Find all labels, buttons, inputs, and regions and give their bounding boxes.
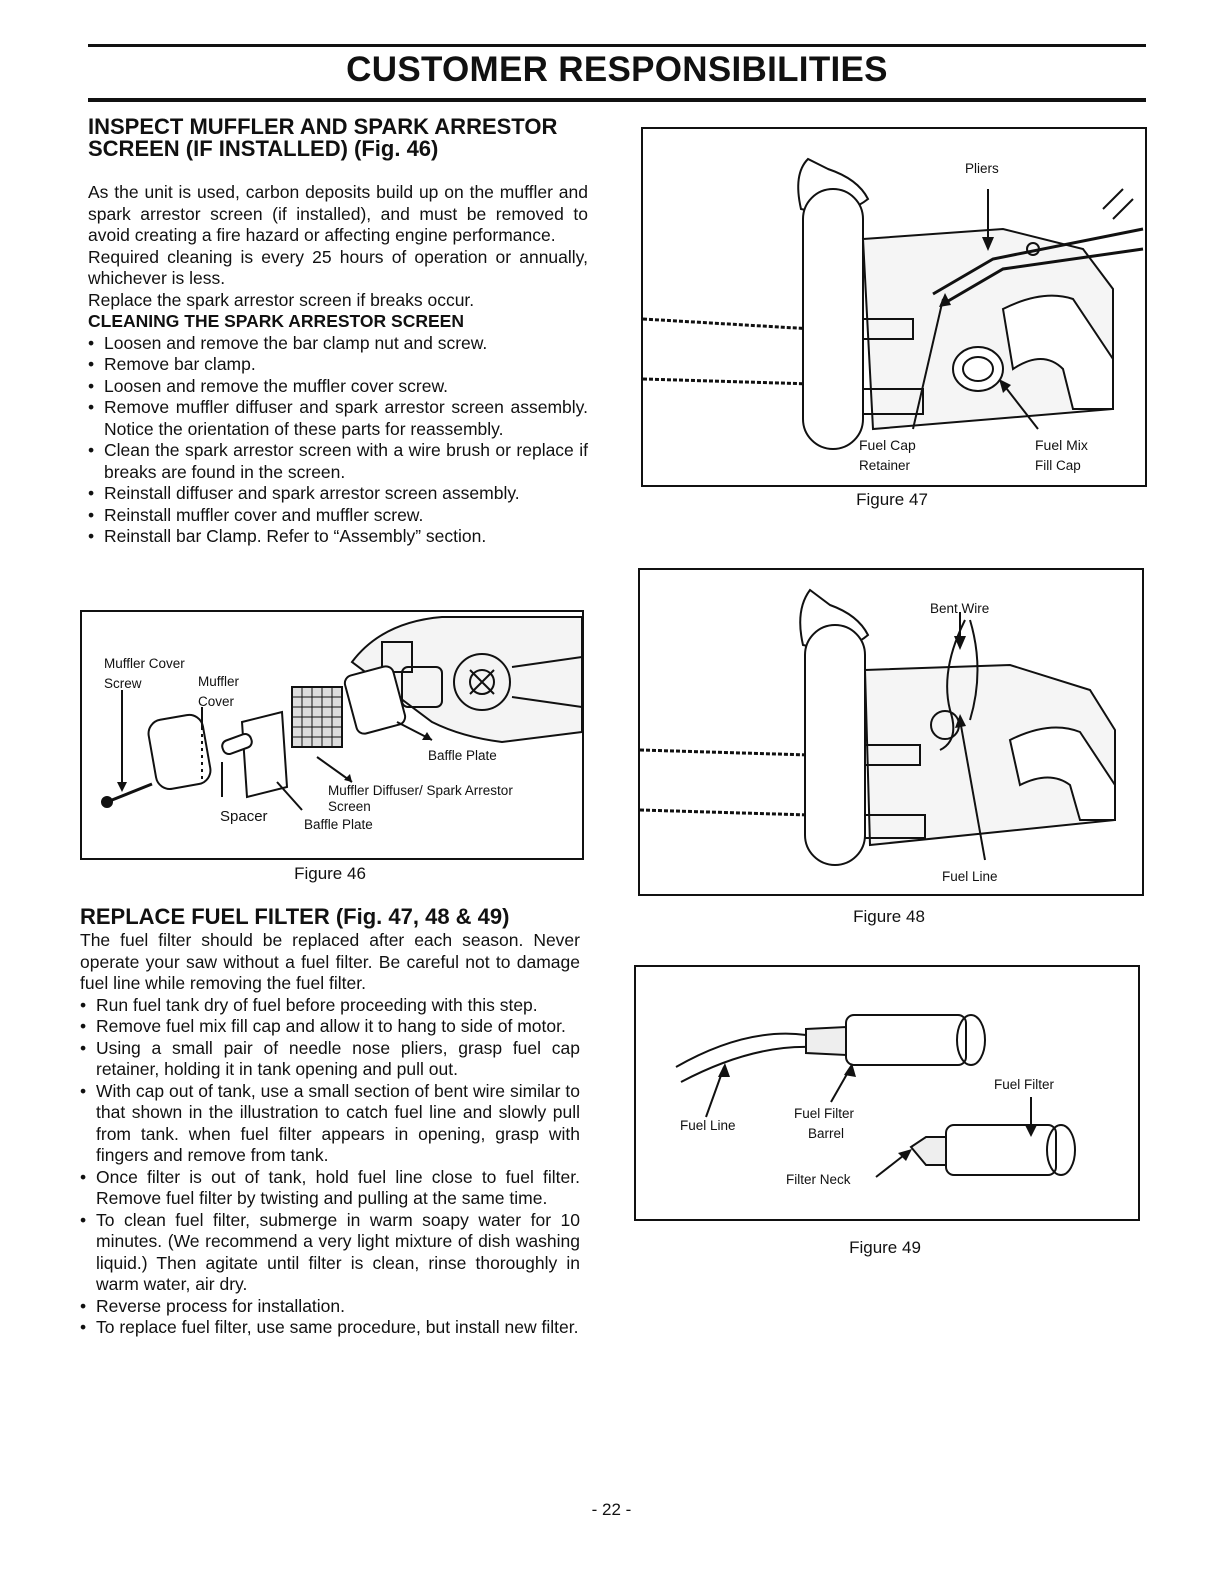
figure-47 xyxy=(641,127,1147,487)
label-barrel-1: Fuel Filter xyxy=(794,1106,855,1121)
label-fuel-mix-1: Fuel Mix xyxy=(1035,437,1088,453)
fuel-steps xyxy=(80,995,580,1339)
label-bent-wire: Bent Wire xyxy=(930,601,990,616)
label-muffler-cover-screw-1: Muffler Cover xyxy=(104,656,185,671)
fuel-section xyxy=(80,906,580,1339)
muffler-section xyxy=(88,116,588,548)
label-fuel-cap-1: Fuel Cap xyxy=(859,437,916,453)
figure-48 xyxy=(638,568,1144,896)
list-item: • Reinstall diffuser and spark arrestor screen assembly. xyxy=(88,483,588,505)
page-number: - 22 - xyxy=(591,1500,632,1519)
cleaning-steps xyxy=(88,333,588,548)
figure-49-caption: Figure 49 xyxy=(849,1238,921,1257)
list-item: • Using a small pair of needle nose pliers, grasp fuel cap retainer, holding it in tank opening and pull out. xyxy=(80,1038,580,1081)
label-fuel-mix-2: Fill Cap xyxy=(1035,458,1081,473)
title-underline xyxy=(88,98,1146,102)
label-filter-neck: Filter Neck xyxy=(786,1172,851,1187)
figure-49 xyxy=(634,965,1140,1221)
label-fuel-line: Fuel Line xyxy=(680,1118,736,1133)
muffler-para2: Required cleaning is every 25 hours of operation or annually, whichever is less. xyxy=(88,246,588,288)
list-item: • Loosen and remove the muffler cover screw. xyxy=(88,376,588,398)
list-item: • Remove muffler diffuser and spark arrestor screen assembly. Notice the orientation of these parts for reassembly. xyxy=(88,397,588,440)
top-rule xyxy=(88,44,1146,47)
page-title: CUSTOMER RESPONSIBILITIES xyxy=(346,50,888,89)
figure-47-caption: Figure 47 xyxy=(856,490,928,509)
label-muffler-cover-1: Muffler xyxy=(198,674,240,689)
label-baffle-plate-bottom: Baffle Plate xyxy=(304,817,373,832)
list-item: • Reverse process for installation. xyxy=(80,1296,580,1318)
label-fuel-cap-2: Retainer xyxy=(859,458,911,473)
list-item: • Clean the spark arrestor screen with a wire brush or replace if breaks are found in the screen. xyxy=(88,440,588,483)
list-item: • Once filter is out of tank, hold fuel line close to fuel filter. Remove fuel filter by twisting and pulling at the same time. xyxy=(80,1167,580,1210)
figure-46 xyxy=(80,610,584,860)
list-item: • Run fuel tank dry of fuel before proceeding with this step. xyxy=(80,995,580,1017)
muffler-heading-line2: SCREEN (IF INSTALLED) (Fig. 46) xyxy=(88,136,439,161)
label-baffle-plate-top: Baffle Plate xyxy=(428,748,497,763)
list-item: • To replace fuel filter, use same procedure, but install new filter. xyxy=(80,1317,580,1339)
list-item: • With cap out of tank, use a small section of bent wire similar to that shown in the illustration to catch fuel line and slowly pull from tank. when fuel filter appears in opening, grasp with fingers and remove from tank. xyxy=(80,1081,580,1167)
figure-48-illustration xyxy=(640,570,1142,894)
fuel-heading: REPLACE FUEL FILTER (Fig. 47, 48 & 49) xyxy=(80,904,510,929)
label-spacer: Spacer xyxy=(220,808,268,825)
figure-49-illustration xyxy=(636,967,1138,1219)
list-item: • Reinstall bar Clamp. Refer to “Assembly” section. xyxy=(88,526,588,548)
label-barrel-2: Barrel xyxy=(808,1126,845,1141)
figure-46-caption: Figure 46 xyxy=(294,864,366,883)
list-item: • To clean fuel filter, submerge in warm soapy water for 10 minutes. (We recommend a very light mixture of dish washing liquid.) Then agitate until filter is clean, rinse thoroughly in warm water, air dry. xyxy=(80,1210,580,1296)
label-diffuser-1: Muffler Diffuser/ Spark Arrestor xyxy=(328,783,513,798)
muffler-para3: Replace the spark arrestor screen if breaks occur. xyxy=(88,289,475,310)
label-pliers: Pliers xyxy=(965,161,999,176)
label-fuel-line: Fuel Line xyxy=(942,869,998,884)
figure-47-illustration xyxy=(643,129,1145,485)
label-muffler-cover-2: Cover xyxy=(198,694,235,709)
fuel-intro: The fuel filter should be replaced after each season. Never operate your saw without a fuel filter. Be careful not to damage fuel line while removing the fuel filter. xyxy=(80,930,580,993)
list-item: • Loosen and remove the bar clamp nut and screw. xyxy=(88,333,588,355)
figure-48-caption: Figure 48 xyxy=(853,907,925,926)
cleaning-subheading: CLEANING THE SPARK ARRESTOR SCREEN xyxy=(88,311,464,331)
list-item: • Remove bar clamp. xyxy=(88,354,588,376)
list-item: • Remove fuel mix fill cap and allow it to hang to side of motor. xyxy=(80,1016,580,1038)
list-item: • Reinstall muffler cover and muffler screw. xyxy=(88,505,588,527)
muffler-para1: As the unit is used, carbon deposits build up on the muffler and spark arrestor screen (if installed), and must be removed to avoid creating a fire hazard or affecting engine performance. xyxy=(88,182,588,245)
label-diffuser-2: Screen xyxy=(328,799,371,814)
label-fuel-filter: Fuel Filter xyxy=(994,1077,1055,1092)
muffler-heading-line1: INSPECT MUFFLER AND SPARK ARRESTOR xyxy=(88,114,558,139)
label-muffler-cover-screw-2: Screw xyxy=(104,676,142,691)
